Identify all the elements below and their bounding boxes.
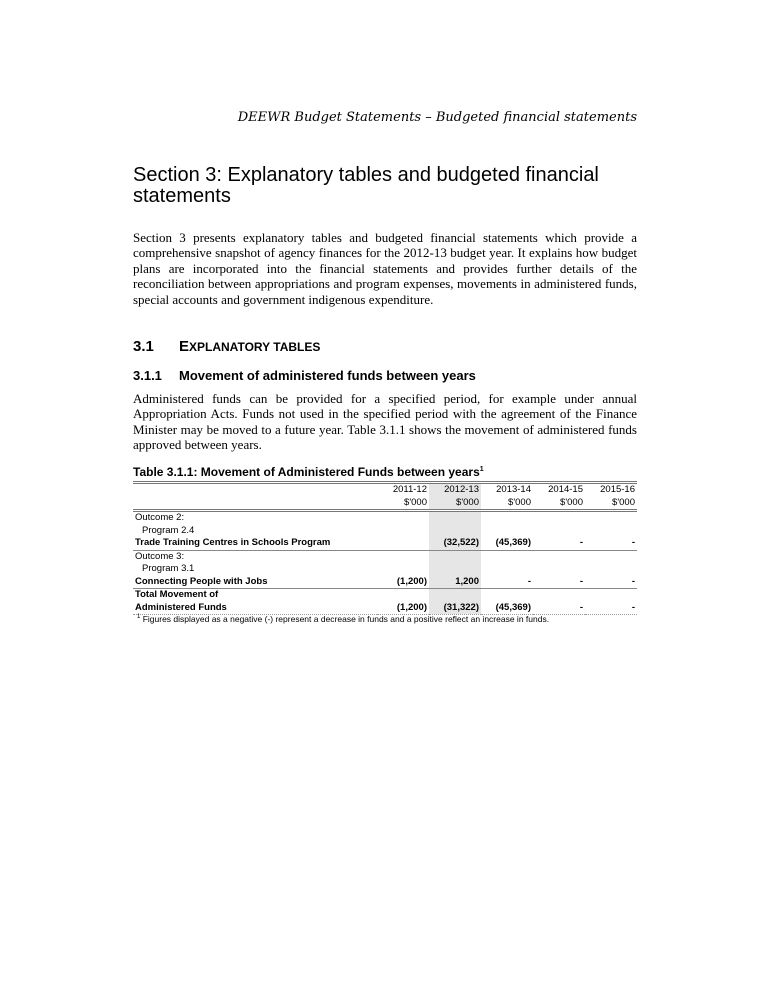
row-label: Connecting People with Jobs (133, 576, 377, 589)
table-row (133, 537, 637, 550)
total-label: Total Movement of (135, 589, 219, 600)
intro-paragraph: Section 3 presents explanatory tables and budgeted financial statements which provide a comprehensive snapshot of agency finances for the 2012-13 budget year. It explains how budget plans are incorporated into the financial statements and provides further details of the reconciliation between appropriations and program expenses, movements in administered funds, special accounts and government indigenous expenditure. (133, 230, 637, 307)
year-header: 2011-12 (377, 483, 429, 497)
cell: (45,369) (481, 602, 533, 615)
cell: (1,200) (377, 602, 429, 615)
table-caption (133, 465, 484, 480)
total-label: Administered Funds (133, 602, 377, 615)
footnote-text: Figures displayed as a negative (-) represent a decrease in funds and a positive reflect an increase in funds. (142, 614, 550, 624)
heading-text-first: E (179, 338, 190, 355)
unit-header: $'000 (429, 497, 481, 511)
year-header: 2012-13 (429, 483, 481, 497)
table-row (133, 525, 637, 538)
cell: 1,200 (429, 576, 481, 589)
table-row (133, 550, 637, 563)
heading-text: Movement of administered funds between years (179, 368, 476, 383)
caption-text: Table 3.1.1: Movement of Administered Funds between years (133, 465, 480, 479)
funds-table (133, 481, 637, 615)
cell: (45,369) (481, 537, 533, 550)
cell: - (533, 537, 585, 550)
caption-footnote-mark: 1 (479, 466, 484, 473)
total-row (133, 602, 637, 615)
cell: - (585, 576, 637, 589)
table-footnote (137, 614, 549, 625)
cell: (1,200) (377, 576, 429, 589)
heading-number: 3.1.1 (133, 368, 162, 383)
year-header: 2013-14 (481, 483, 533, 497)
body-paragraph: Administered funds can be provided for a specified period, for example under annual Appropriation Acts. Funds not used in the specified period with the agreement of the Finance Minister may be moved to a future year. Table 3.1.1 shows the movement of administered funds approved between years. (133, 391, 637, 453)
unit-header: $'000 (481, 497, 533, 511)
year-header: 2015-16 (585, 483, 637, 497)
header-row-units (133, 497, 637, 511)
cell: (31,322) (429, 602, 481, 615)
unit-header: $'000 (533, 497, 585, 511)
unit-header: $'000 (377, 497, 429, 511)
outcome-label: Outcome 2: (135, 512, 185, 523)
section-title: Section 3: Explanatory tables and budgeted financial statements (133, 164, 599, 207)
cell: (32,522) (429, 537, 481, 550)
table-row (133, 563, 637, 576)
cell: - (585, 602, 637, 615)
total-row-line1 (133, 589, 637, 602)
heading-3-1 (133, 338, 320, 356)
cell (377, 537, 429, 550)
outcome-label: Outcome 3: (135, 550, 185, 562)
heading-number: 3.1 (133, 338, 154, 355)
cell: - (481, 576, 533, 589)
year-header: 2014-15 (533, 483, 585, 497)
cell: - (585, 537, 637, 550)
running-header: DEEWR Budget Statements – Budgeted financial statements (237, 110, 637, 125)
program-label: Program 3.1 (142, 563, 195, 574)
heading-text-rest: XPLANATORY TABLES (189, 340, 321, 354)
cell: - (533, 602, 585, 615)
row-label: Trade Training Centres in Schools Program (133, 537, 377, 550)
footnote-mark: 1 (137, 614, 141, 621)
table-row (133, 576, 637, 589)
table-row (133, 511, 637, 525)
cell: - (533, 576, 585, 589)
program-label: Program 2.4 (142, 524, 195, 536)
header-row-years (133, 483, 637, 497)
unit-header: $'000 (585, 497, 637, 511)
heading-3-1-1 (133, 368, 476, 384)
